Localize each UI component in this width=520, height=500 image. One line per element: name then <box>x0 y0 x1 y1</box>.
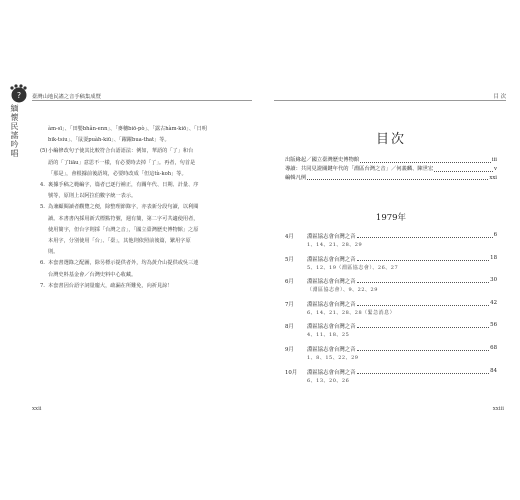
dot-leader <box>434 165 493 172</box>
dot-leader <box>357 277 490 283</box>
dot-leader <box>357 255 490 261</box>
month-label: 9月 <box>285 346 294 353</box>
right-running-head: 目 次 <box>493 94 506 100</box>
issue-dates: 1、14、21、28、29 <box>307 242 363 248</box>
item-number: 7. <box>40 282 45 289</box>
toc-entry-page: iii <box>491 157 497 163</box>
right-page-number: xxiii <box>492 406 504 412</box>
toc-entry-page: 68 <box>490 344 497 351</box>
svg-text:?: ? <box>16 91 22 100</box>
toc-entry-page: 56 <box>490 322 497 329</box>
toc-title: 目次 <box>375 132 406 147</box>
toc-entry-title: 淵區協志會台灣之音 <box>307 324 356 331</box>
toc-entry-title: 淵區協志會台灣之音 <box>307 279 356 286</box>
right-page <box>262 0 520 500</box>
left-page-number: xxii <box>32 406 42 412</box>
body-line: 「那是」，會根據前後語境，必要時改成「但這tù-koh」等。 <box>48 170 187 177</box>
issue-dates: 6、13、20、26 <box>307 377 350 384</box>
toc-entry-page: 30 <box>490 277 497 284</box>
toc-month-entry[interactable] <box>285 345 497 368</box>
dot-leader <box>357 232 493 238</box>
left-running-head: 臺灣山地民謠之音手稿集成暨 <box>32 94 101 100</box>
item-text: 裏據手稿之範編字，篇者已逐行補正，有關年代、日期、計量、序 <box>48 182 199 189</box>
toc-month-entry[interactable] <box>285 322 497 345</box>
toc-entry-title: 編輯凡例 <box>285 174 307 181</box>
item-text: 小編修改句子使其比較符合台語語法：例如，華語的「了」和台 <box>48 148 194 155</box>
toc-entry[interactable] <box>285 165 497 174</box>
toc-entry-title: 淵區協志會台灣之音 <box>307 369 356 376</box>
issue-dates: 4、11、18、25 <box>307 332 350 339</box>
issue-dates: 1、8、15、22、29 <box>307 354 359 361</box>
month-label: 8月 <box>285 324 294 331</box>
month-label: 6月 <box>285 279 294 286</box>
toc-entry-page: 42 <box>490 299 497 306</box>
toc-entry-title: 淵區協志會台灣之音 <box>307 256 356 263</box>
item-number: 5. <box>40 204 45 211</box>
toc-month-entry[interactable] <box>285 368 497 391</box>
item-text: 為兼顧閱讀者觀覽之便，除整理節錄字，亦表新分段句讀，以利閱 <box>48 204 199 211</box>
dot-leader <box>360 156 491 163</box>
list-item <box>40 146 250 157</box>
toc-entry-page: v <box>494 165 497 172</box>
item-number: 4. <box>40 182 45 189</box>
body-line: 台灣史料基金會／台灣史料中心收藏。 <box>48 271 137 278</box>
body-line: 本用字，分別使用「台」、「臺」，其他則依照前後篇，繁用字原 <box>48 238 191 245</box>
issue-dates: 5、12、19（淵區協志會）、26、27 <box>307 264 399 271</box>
left-page <box>0 0 258 500</box>
toc-entry-title: 淵區協志會台灣之音 <box>307 234 356 240</box>
month-label: 7月 <box>285 301 294 308</box>
toc-month-entry[interactable] <box>285 232 497 255</box>
toc-entry[interactable] <box>285 174 497 183</box>
toc-entry-page: 18 <box>490 254 497 261</box>
body-line: 則。 <box>48 249 59 256</box>
left-page-body <box>40 124 250 292</box>
list-item <box>40 258 250 269</box>
toc-month-entry[interactable] <box>285 277 497 300</box>
month-list <box>285 232 497 390</box>
vertical-series-title: 緬懷民謠吟唱 <box>10 104 19 158</box>
body-line: 使用簡字，但台字則採「台灣之音」，「國立臺灣歷史博物館」之原 <box>48 226 199 233</box>
toc-entry-title: 出版緣起／國立臺灣歷史博物館 <box>285 157 360 163</box>
issue-dates: （淵區協志會）、9、22、29 <box>307 287 378 294</box>
month-label: 4月 <box>285 234 294 240</box>
dot-leader <box>357 345 490 351</box>
item-number: 6. <box>40 260 45 267</box>
body-line: bik-tsiu」、「鼠耍puàh-kiū」、「躍躍bua-that」等。 <box>48 137 170 144</box>
toc-entry-title: 淵區協志會台灣之音 <box>307 346 356 353</box>
toc-entry-title: 淵區協志會台灣之音 <box>307 301 356 308</box>
year-heading: 1979年 <box>375 213 407 223</box>
issue-dates: 6、14、21、28、28（緊急消息） <box>307 309 396 316</box>
toc-month-entry[interactable] <box>285 255 497 278</box>
toc-entry[interactable] <box>285 156 497 165</box>
month-label: 5月 <box>285 256 294 263</box>
body-line: àm-sī」、「田嬰bhân-enn」、「麥穗biō-pò」、「露古hàm-kiō」、「日明 <box>48 126 207 132</box>
list-item <box>40 281 250 292</box>
list-item <box>40 180 250 191</box>
item-text: 本套書選錄之配圖，除另標示提供者外，均為黃介山提供或吳三連 <box>48 260 199 267</box>
front-matter-list <box>285 156 497 182</box>
dot-leader <box>357 300 490 306</box>
toc-entry-page: 84 <box>490 367 497 374</box>
toc-month-entry[interactable] <box>285 300 497 323</box>
dot-leader <box>307 174 488 181</box>
left-header-rule <box>32 100 252 101</box>
body-line: 讀。本書書內採用新式標點符號，週有簡，第二字可共適使用者， <box>48 215 199 222</box>
body-line: 號等，原則上以阿拉伯數字統一表示。 <box>48 193 137 200</box>
list-item <box>40 202 250 213</box>
right-header-rule <box>274 100 506 101</box>
toc-entry-page: 6 <box>493 232 497 238</box>
dot-leader <box>357 322 490 328</box>
toc-entry-title: 導讀：共同見證關鍵年代的「淵區台灣之音」／何義麟、陳世宏 <box>285 165 434 172</box>
publisher-logo-icon <box>8 84 30 104</box>
item-text: 本套書因台語字詞量龐大，疏漏在所難免，向祈見諒！ <box>48 282 173 289</box>
month-label: 10月 <box>285 369 298 376</box>
dot-leader <box>357 368 490 374</box>
body-line: 語的「了liāu」意思不一樣，有必要時去掉「了」。再者，句首是 <box>48 159 196 166</box>
toc-entry-page: xxi <box>489 174 497 181</box>
item-number: (5) <box>40 148 48 155</box>
